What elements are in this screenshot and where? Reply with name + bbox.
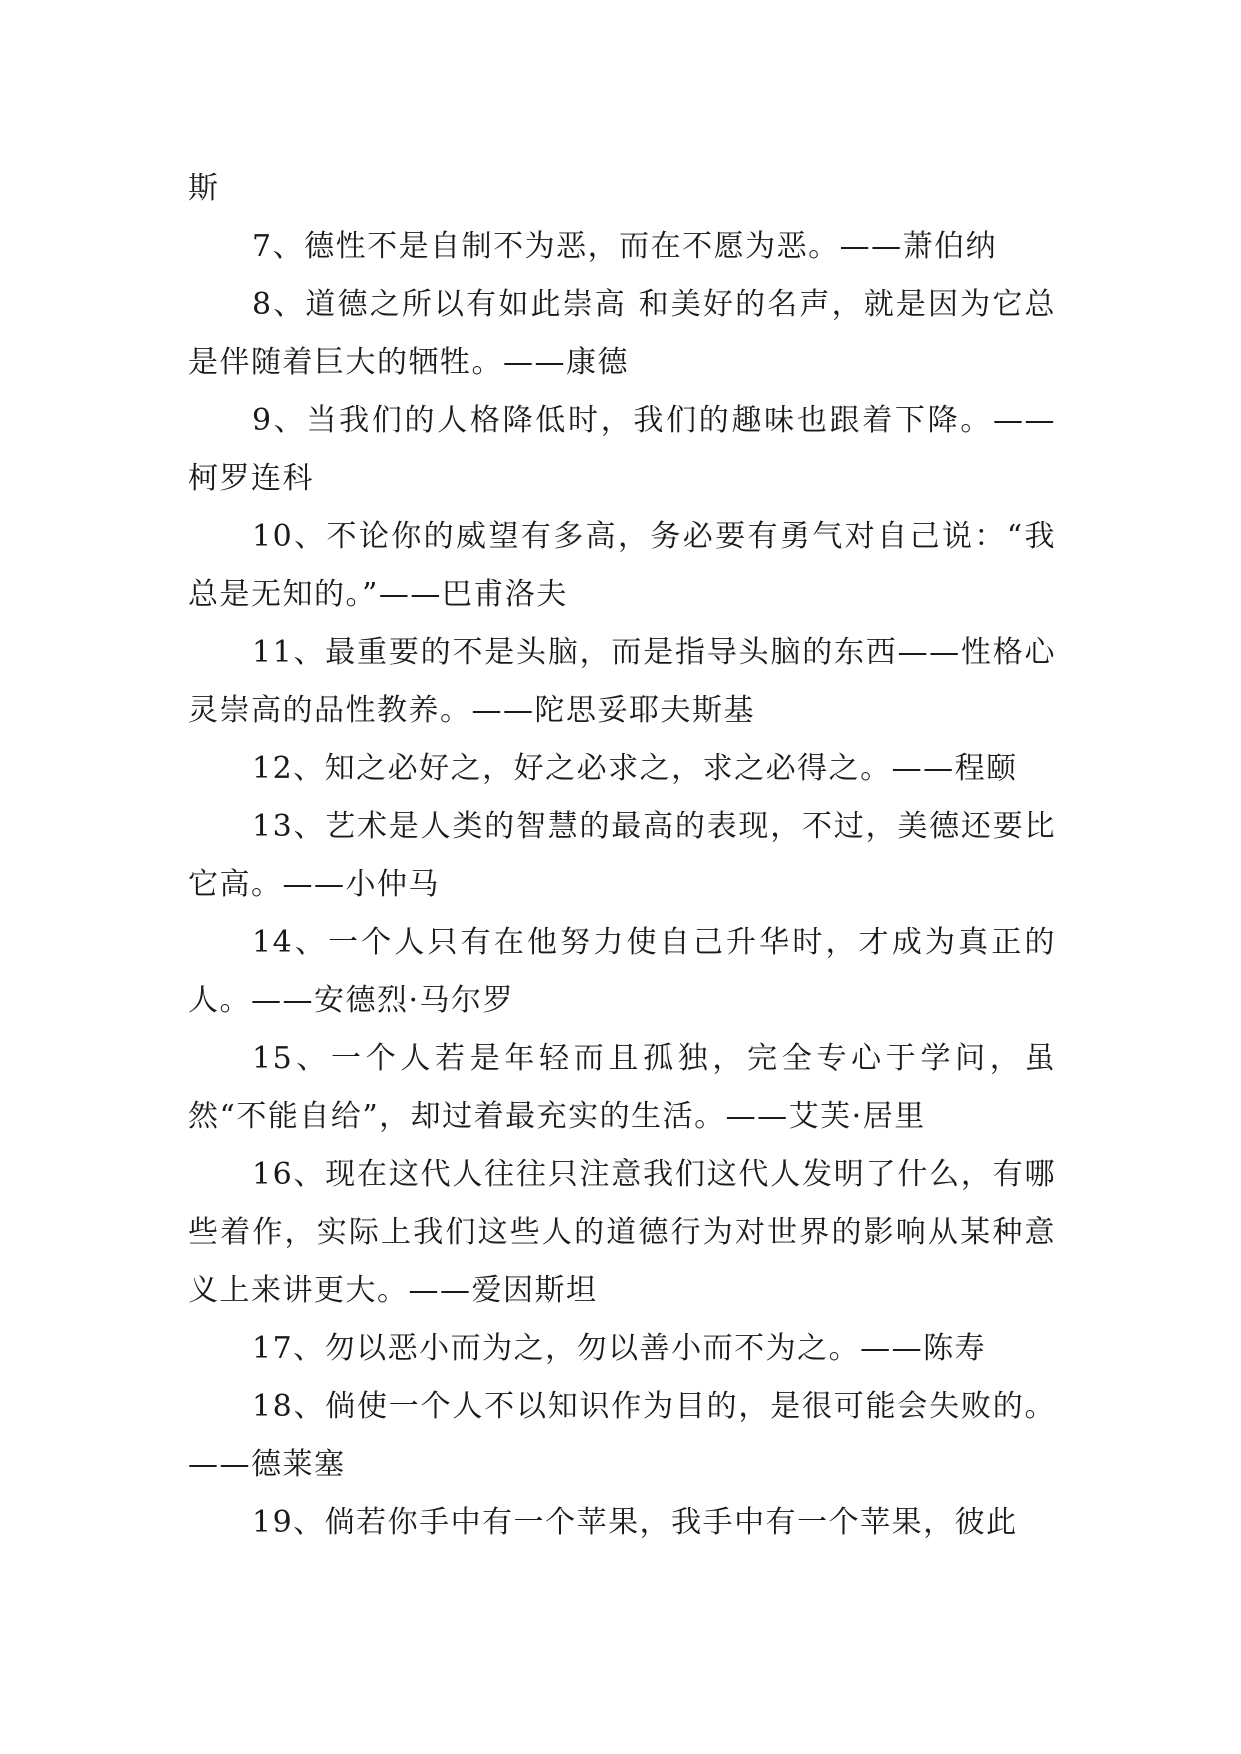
quote-13: 13、艺术是人类的智慧的最高的表现，不过，美德还要比它高。——小仲马 [188, 809, 1056, 902]
quote-14: 14、一个人只有在他努力使自己升华时，才成为真正的人。——安德烈·马尔罗 [188, 925, 1056, 1018]
quote-17: 17、勿以恶小而为之，勿以善小而不为之。——陈寿 [252, 1331, 987, 1366]
quote-19: 19、倘若你手中有一个苹果，我手中有一个苹果，彼此 [252, 1505, 1018, 1540]
quote-11: 11、最重要的不是头脑，而是指导头脑的东西——性格心灵崇高的品性教养。——陀思妥耶夫斯基 [188, 635, 1056, 728]
paragraph-continuation: 斯 [188, 171, 220, 206]
quote-9: 9、当我们的人格降低时，我们的趣味也跟着下降。——柯罗连科 [188, 403, 1056, 496]
quote-10: 10、不论你的威望有多高，务必要有勇气对自己说：“我总是无知的。”——巴甫洛夫 [188, 519, 1056, 612]
quote-8: 8、道德之所以有如此崇高 和美好的名声，就是因为它总是伴随着巨大的牺牲。——康德 [188, 287, 1056, 380]
quote-7: 7、德性不是自制不为恶，而在不愿为恶。——萧伯纳 [252, 229, 998, 264]
document-body [188, 160, 1056, 1552]
quote-16: 16、现在这代人往往只注意我们这代人发明了什么，有哪些着作，实际上我们这些人的道德行为对世界的影响从某种意义上来讲更大。——爱因斯坦 [188, 1157, 1056, 1308]
quote-18: 18、倘使一个人不以知识作为目的，是很可能会失败的。——德莱塞 [188, 1389, 1056, 1482]
quote-15: 15、一个人若是年轻而且孤独，完全专心于学问，虽然“不能自给”，却过着最充实的生活。——艾芙·居里 [188, 1041, 1056, 1134]
quote-12: 12、知之必好之，好之必求之，求之必得之。——程颐 [252, 751, 1018, 786]
